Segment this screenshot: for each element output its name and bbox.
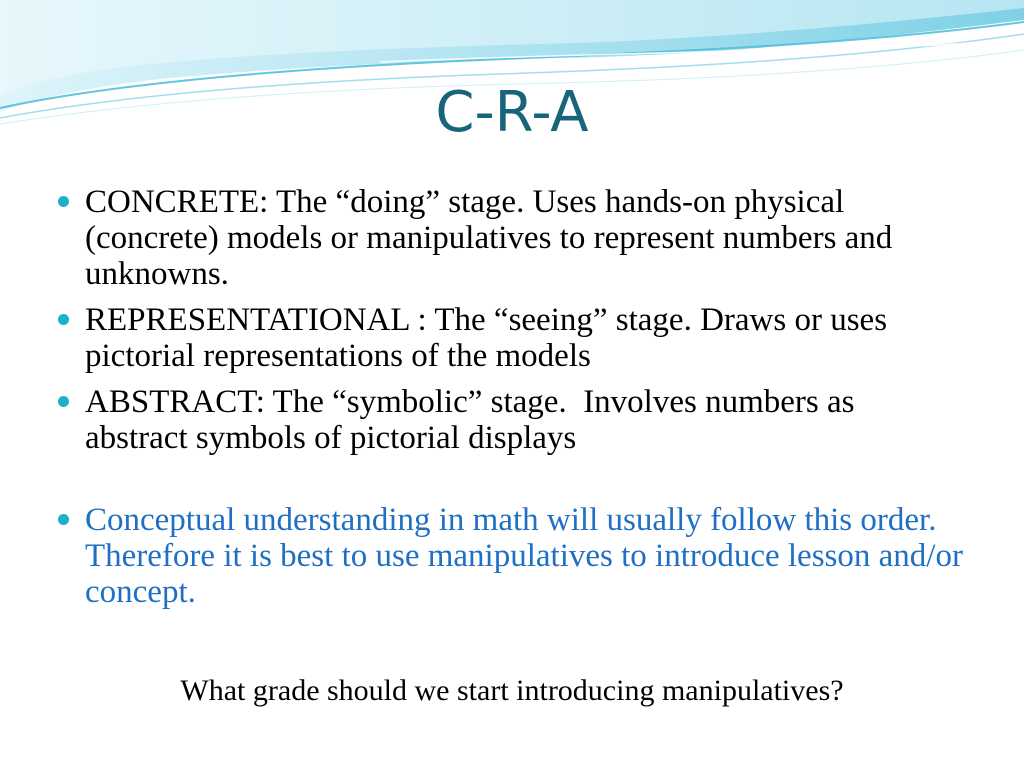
bullet-concrete [0, 184, 1024, 292]
bullet-text: Conceptual understanding in math will usually follow this order. Therefore it is best to use manipulatives to introduce lesson and/or concept. [85, 502, 963, 610]
bullet-conceptual-understanding [0, 502, 1024, 610]
bullet-text: REPRESENTATIONAL : The “seeing” stage. Draws or uses pictorial representations of the models [85, 302, 888, 374]
bullet-dot-icon [58, 314, 69, 325]
bullet-text: CONCRETE: The “doing” stage. Uses hands-on physical (concrete) models or manipulatives to represent numbers and unknowns. [85, 184, 893, 292]
bullet-dot-icon [58, 396, 69, 407]
closing-question: What grade should we start introducing manipulatives? [180, 674, 844, 707]
bullet-list [0, 184, 1024, 610]
slide-title: C-R-A [435, 80, 589, 145]
bullet-dot-icon [58, 196, 69, 207]
bullet-representational [0, 302, 1024, 374]
bullet-text: ABSTRACT: The “symbolic” stage. Involves numbers as abstract symbols of pictorial displays [85, 384, 855, 456]
bullet-abstract [0, 384, 1024, 456]
bullet-dot-icon [58, 514, 69, 525]
